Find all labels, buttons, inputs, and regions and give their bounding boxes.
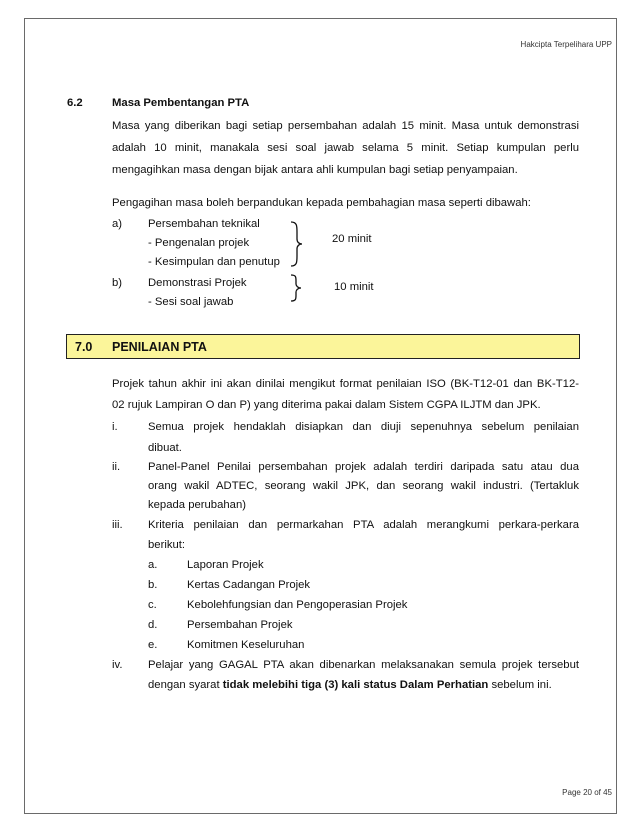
- paragraph-time-allocation: Pengagihan masa boleh berpandukan kepada pembahagian masa seperti dibawah:: [112, 197, 531, 209]
- section-title-7-0: PENILAIAN PTA: [112, 340, 207, 354]
- paragraph-line: mengagihkan masa dengan bijak antara ahli kumpulan bagi setiap penyampaian.: [112, 164, 518, 176]
- page-number: Page 20 of 45: [562, 788, 612, 797]
- criteria-label: e.: [148, 639, 158, 651]
- list-item-line: Semua projek hendaklah disiapkan dan diuji sepenuhnya sebelum penilaian: [148, 421, 579, 433]
- list-subitem: - Kesimpulan dan penutup: [148, 256, 280, 268]
- list-subitem: - Pengenalan projek: [148, 237, 250, 249]
- criteria-label: c.: [148, 599, 157, 611]
- list-label: i.: [112, 421, 118, 433]
- section-number-6-2: 6.2: [67, 97, 83, 109]
- time-label-20: 20 minit: [332, 233, 372, 245]
- list-item-line: kepada perubahan): [148, 499, 246, 511]
- criteria-item: Kebolehfungsian dan Pengoperasian Projek: [187, 599, 408, 611]
- text-plain: dengan syarat: [148, 679, 223, 691]
- section-title-6-2: Masa Pembentangan PTA: [112, 97, 250, 109]
- list-label: iii.: [112, 519, 123, 531]
- criteria-label: b.: [148, 579, 158, 591]
- criteria-item: Laporan Projek: [187, 559, 264, 571]
- section-heading-box: [66, 334, 580, 359]
- paragraph-line: Projek tahun akhir ini akan dinilai mengikut format penilaian ISO (BK-T12-01 dan BK-T12-: [112, 378, 579, 390]
- paragraph-line: 02 rujuk Lampiran O dan P) yang diterima pakai dalam Sistem CGPA ILJTM dan JPK.: [112, 399, 541, 411]
- list-item-line: berikut:: [148, 539, 186, 551]
- list-label: b): [112, 277, 123, 289]
- list-label: iv.: [112, 659, 123, 671]
- paragraph-line: Masa yang diberikan bagi setiap persembahan adalah 15 minit. Masa untuk demonstrasi: [112, 120, 579, 132]
- section-number-7-0: 7.0: [75, 340, 93, 354]
- criteria-item: Komitmen Keseluruhan: [187, 639, 305, 651]
- list-item-line: Panel-Panel Penilai persembahan projek adalah terdiri daripada satu atau dua: [148, 461, 579, 473]
- text-bold-emphasis: tidak melebihi tiga (3) kali status Dalam Perhatian: [222, 679, 489, 691]
- criteria-item: Kertas Cadangan Projek: [187, 579, 311, 591]
- paragraph-line: adalah 10 minit, manakala sesi soal jawab selama 5 minit. Setiap kumpulan perlu: [112, 142, 579, 154]
- list-item-text: Demonstrasi Projek: [148, 277, 247, 289]
- time-label-10: 10 minit: [334, 281, 374, 293]
- right-brace-icon: [288, 273, 304, 303]
- list-item-line: Pelajar yang GAGAL PTA akan dibenarkan melaksanakan semula projek tersebut: [148, 659, 579, 671]
- list-label: ii.: [112, 461, 121, 473]
- right-brace-icon: [288, 220, 304, 268]
- list-subitem: - Sesi soal jawab: [148, 296, 234, 308]
- list-label: a): [112, 218, 123, 230]
- criteria-item: Persembahan Projek: [187, 619, 293, 631]
- list-item-line: orang wakil ADTEC, seorang wakil JPK, dan seorang wakil industri. (Tertakluk: [148, 480, 579, 492]
- list-item-line: [148, 678, 552, 692]
- page-frame: [24, 18, 617, 814]
- criteria-label: a.: [148, 559, 158, 571]
- copyright-header: Hakcipta Terpelihara UPP: [520, 40, 612, 49]
- text-plain: sebelum ini.: [488, 679, 552, 691]
- criteria-label: d.: [148, 619, 158, 631]
- list-item-line: Kriteria penilaian dan permarkahan PTA adalah merangkumi perkara-perkara: [148, 519, 579, 531]
- list-item-line: dibuat.: [148, 442, 182, 454]
- list-item-text: Persembahan teknikal: [148, 218, 260, 230]
